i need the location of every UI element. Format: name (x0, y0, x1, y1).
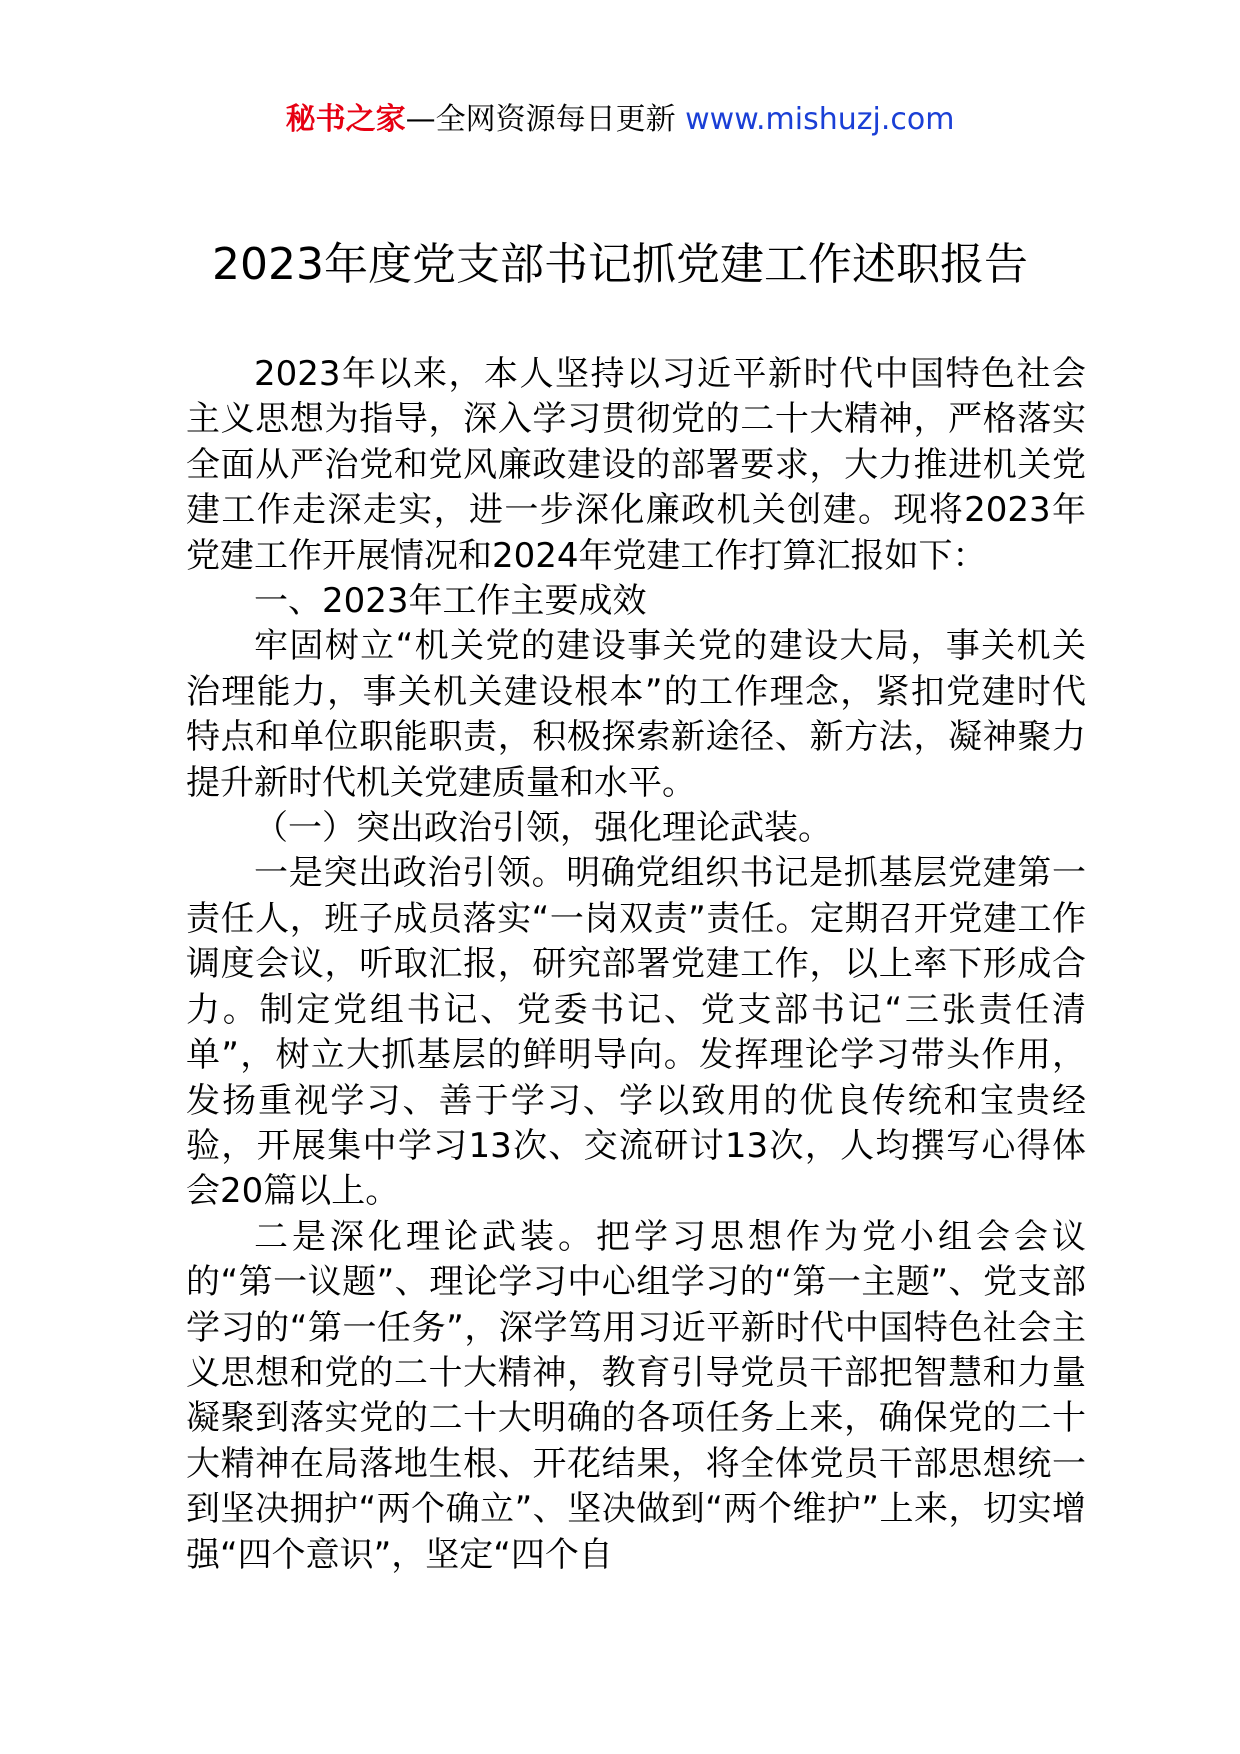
section-heading: 一、2023年工作主要成效 (254, 581, 647, 622)
subsection-heading: （一）突出政治引领，强化理论武装。 (254, 808, 832, 849)
page-header (0, 100, 1240, 140)
brand-name: 秘书之家 (285, 102, 406, 137)
header-tagline: —全网资源每日更新 (405, 102, 676, 137)
intro-paragraph: 2023年以来，本人坚持以习近平新时代中国特色社会主义思想为指导，深入学习贯彻党的二十大精神，严格落实全面从严治党和党风廉政建设的部署要求，大力推进机关党建工作走深走实，进一步深化廉政机关创建。现将2023年党建工作开展情况和2024年党建工作打算汇报如下： (186, 354, 1086, 576)
section-intro-paragraph: 牢固树立“机关党的建设事关党的建设大局，事关机关治理能力，事关机关建设根本”的工作理念，紧扣党建时代特点和单位职能职责，积极探索新途径、新方法，凝神聚力提升新时代机关党建质量和水平。 (186, 626, 1086, 803)
document-body (186, 352, 1086, 1578)
body-paragraph: 二是深化理论武装。把学习思想作为党小组会会议的“第一议题”、理论学习中心组学习的“第一主题”、党支部学习的“第一任务”，深学笃用习近平新时代中国特色社会主义思想和党的二十大精神，教育引导党员干部把智慧和力量凝聚到落实党的二十大明确的各项任务上来，确保党的二十大精神在局落地生根、开花结果，将全体党员干部思想统一到坚决拥护“两个确立”、坚决做到“两个维护”上来，切实增强“四个意识”，坚定“四个自 (186, 1216, 1086, 1575)
document-title: 2023年度党支部书记抓党建工作述职报告 (212, 239, 1028, 290)
site-url-link[interactable]: www.mishuzj.com (685, 102, 955, 137)
body-paragraph: 一是突出政治引领。明确党组织书记是抓基层党建第一责任人，班子成员落实“一岗双责”责任。定期召开党建工作调度会议，听取汇报，研究部署党建工作，以上率下形成合力。制定党组书记、党委书记、党支部书记“三张责任清单”，树立大抓基层的鲜明导向。发挥理论学习带头作用，发扬重视学习、善于学习、学以致用的优良传统和宝贵经验，开展集中学习13次、交流研讨13次，人均撰写心得体会20篇以上。 (186, 853, 1086, 1212)
